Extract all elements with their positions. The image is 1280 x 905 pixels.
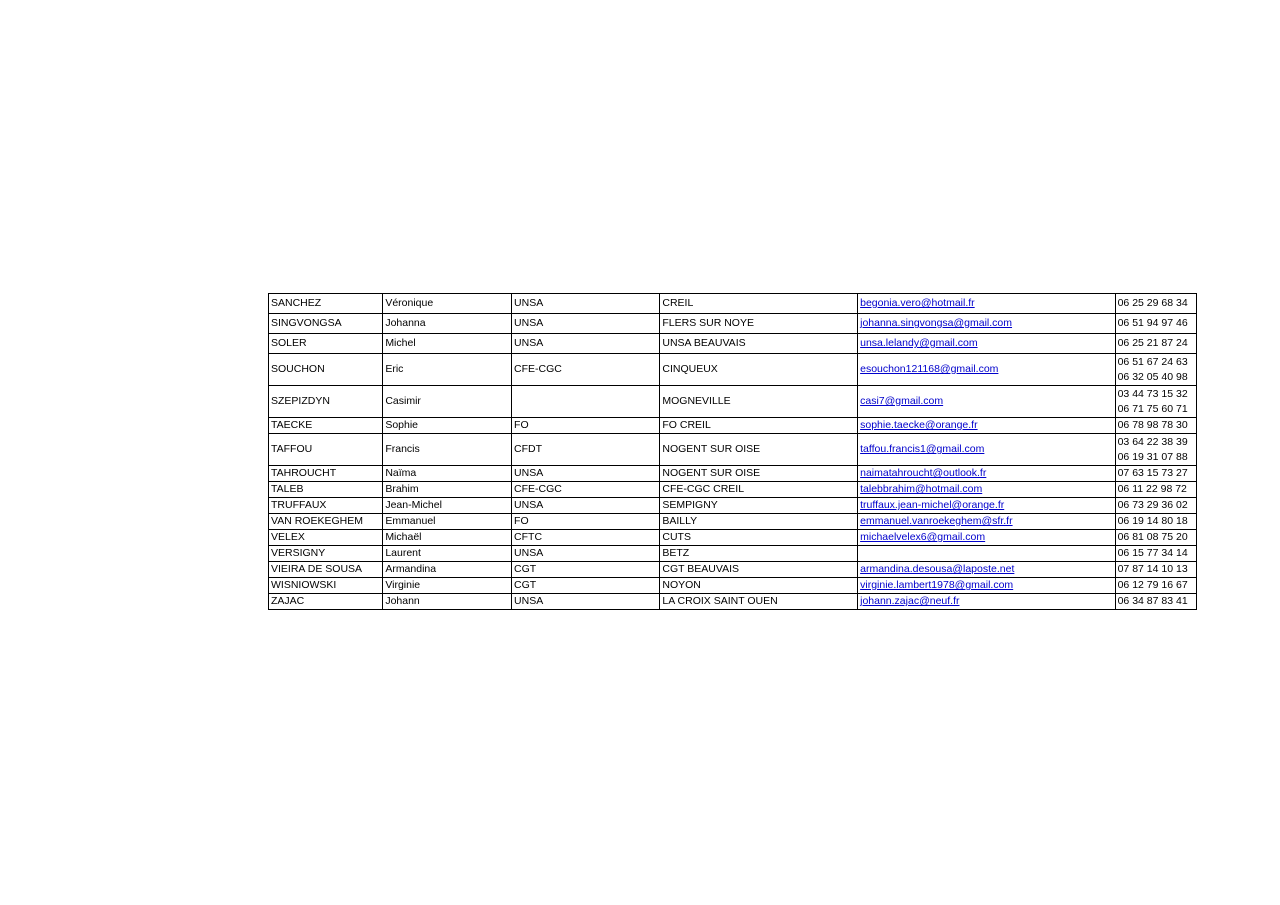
city-cell: CINQUEUX bbox=[660, 354, 858, 386]
phone-number: 06 19 31 07 88 bbox=[1117, 450, 1188, 463]
phone-cell bbox=[1115, 482, 1196, 498]
first-name-cell: Brahim bbox=[383, 482, 512, 498]
phone-cell bbox=[1115, 594, 1196, 610]
phone-cell bbox=[1115, 498, 1196, 514]
phone-number: 06 11 22 98 72 bbox=[1117, 483, 1187, 495]
first-name-cell: Armandina bbox=[383, 562, 512, 578]
first-name-cell: Naïma bbox=[383, 466, 512, 482]
phone-number: 06 15 77 34 14 bbox=[1117, 547, 1188, 559]
phone-number: 06 19 14 80 18 bbox=[1117, 515, 1188, 527]
first-name-cell: Jean-Michel bbox=[383, 498, 512, 514]
union-cell: CFE-CGC bbox=[512, 354, 660, 386]
union-cell: UNSA bbox=[512, 466, 660, 482]
phone-number: 03 44 73 15 32 bbox=[1117, 387, 1188, 400]
union-cell: CFTC bbox=[512, 530, 660, 546]
email-cell bbox=[858, 314, 1115, 334]
city-cell: FO CREIL bbox=[660, 418, 858, 434]
city-cell: UNSA BEAUVAIS bbox=[660, 334, 858, 354]
city-cell: BETZ bbox=[660, 546, 858, 562]
union-cell: UNSA bbox=[512, 594, 660, 610]
phone-number: 06 34 87 83 41 bbox=[1117, 595, 1188, 607]
last-name-cell: VERSIGNY bbox=[269, 546, 383, 562]
table-row bbox=[269, 514, 1197, 530]
table-row bbox=[269, 578, 1197, 594]
email-cell bbox=[858, 294, 1115, 314]
phone-number: 07 63 15 73 27 bbox=[1117, 467, 1188, 479]
phone-number: 06 73 29 36 02 bbox=[1117, 499, 1188, 511]
union-cell: FO bbox=[512, 514, 660, 530]
last-name-cell: TALEB bbox=[269, 482, 383, 498]
table-row bbox=[269, 594, 1197, 610]
union-cell: CGT bbox=[512, 562, 660, 578]
phone-cell bbox=[1115, 294, 1196, 314]
contacts-table-body bbox=[269, 294, 1197, 610]
city-cell: CREIL bbox=[660, 294, 858, 314]
city-cell: LA CROIX SAINT OUEN bbox=[660, 594, 858, 610]
phone-cell bbox=[1115, 418, 1196, 434]
table-row bbox=[269, 334, 1197, 354]
last-name-cell: TRUFFAUX bbox=[269, 498, 383, 514]
union-cell: UNSA bbox=[512, 294, 660, 314]
phone-number: 06 25 29 68 34 bbox=[1117, 297, 1188, 309]
city-cell: BAILLY bbox=[660, 514, 858, 530]
email-link[interactable]: michaelvelex6@gmail.com bbox=[860, 531, 986, 543]
phone-cell bbox=[1115, 466, 1196, 482]
email-cell bbox=[858, 434, 1115, 466]
last-name-cell: SINGVONGSA bbox=[269, 314, 383, 334]
email-link[interactable]: begonia.vero@hotmail.fr bbox=[860, 297, 975, 309]
email-cell bbox=[858, 466, 1115, 482]
email-cell bbox=[858, 334, 1115, 354]
table-row bbox=[269, 418, 1197, 434]
last-name-cell: TAECKE bbox=[269, 418, 383, 434]
email-cell bbox=[858, 514, 1115, 530]
email-cell bbox=[858, 354, 1115, 386]
last-name-cell: SOUCHON bbox=[269, 354, 383, 386]
email-link[interactable]: sophie.taecke@orange.fr bbox=[860, 419, 978, 431]
union-cell: CGT bbox=[512, 578, 660, 594]
phone-cell bbox=[1115, 514, 1196, 530]
email-link[interactable]: emmanuel.vanroekeghem@sfr.fr bbox=[860, 515, 1013, 527]
phone-cell bbox=[1115, 578, 1196, 594]
phone-cell bbox=[1115, 386, 1196, 418]
phone-number: 06 51 67 24 63 bbox=[1117, 355, 1188, 368]
phone-cell bbox=[1115, 530, 1196, 546]
last-name-cell: VAN ROEKEGHEM bbox=[269, 514, 383, 530]
phone-number: 06 32 05 40 98 bbox=[1117, 370, 1188, 383]
email-cell bbox=[858, 386, 1115, 418]
last-name-cell: SOLER bbox=[269, 334, 383, 354]
phone-number: 06 71 75 60 71 bbox=[1117, 402, 1188, 415]
last-name-cell: ZAJAC bbox=[269, 594, 383, 610]
table-row bbox=[269, 314, 1197, 334]
email-cell bbox=[858, 594, 1115, 610]
city-cell: SEMPIGNY bbox=[660, 498, 858, 514]
first-name-cell: Eric bbox=[383, 354, 512, 386]
city-cell: CFE-CGC CREIL bbox=[660, 482, 858, 498]
table-row bbox=[269, 386, 1197, 418]
last-name-cell: VIEIRA DE SOUSA bbox=[269, 562, 383, 578]
union-cell bbox=[512, 386, 660, 418]
phone-cell bbox=[1115, 314, 1196, 334]
first-name-cell: Johanna bbox=[383, 314, 512, 334]
phone-cell bbox=[1115, 546, 1196, 562]
union-cell: UNSA bbox=[512, 334, 660, 354]
email-link[interactable]: unsa.lelandy@gmail.com bbox=[860, 337, 978, 349]
city-cell: NOGENT SUR OISE bbox=[660, 434, 858, 466]
phone-number: 06 25 21 87 24 bbox=[1117, 337, 1188, 349]
email-cell bbox=[858, 482, 1115, 498]
first-name-cell: Laurent bbox=[383, 546, 512, 562]
email-cell bbox=[858, 418, 1115, 434]
first-name-cell: Emmanuel bbox=[383, 514, 512, 530]
table-row bbox=[269, 466, 1197, 482]
table-row bbox=[269, 354, 1197, 386]
table-row bbox=[269, 482, 1197, 498]
email-cell bbox=[858, 498, 1115, 514]
phone-number: 03 64 22 38 39 bbox=[1117, 435, 1188, 448]
first-name-cell: Michaël bbox=[383, 530, 512, 546]
city-cell: MOGNEVILLE bbox=[660, 386, 858, 418]
email-cell bbox=[858, 530, 1115, 546]
phone-cell bbox=[1115, 334, 1196, 354]
city-cell: NOYON bbox=[660, 578, 858, 594]
table-row bbox=[269, 562, 1197, 578]
email-link[interactable]: johanna.singvongsa@gmail.com bbox=[860, 317, 1013, 329]
first-name-cell: Michel bbox=[383, 334, 512, 354]
email-link[interactable]: truffaux.jean-michel@orange.fr bbox=[860, 499, 1005, 511]
email-link[interactable]: johann.zajac@neuf.fr bbox=[860, 595, 960, 607]
city-cell: CGT BEAUVAIS bbox=[660, 562, 858, 578]
table-row bbox=[269, 498, 1197, 514]
union-cell: CFDT bbox=[512, 434, 660, 466]
first-name-cell: Véronique bbox=[383, 294, 512, 314]
first-name-cell: Sophie bbox=[383, 418, 512, 434]
first-name-cell: Virginie bbox=[383, 578, 512, 594]
phone-number: 06 51 94 97 46 bbox=[1117, 317, 1188, 329]
phone-number: 06 78 98 78 30 bbox=[1117, 419, 1188, 431]
phone-number: 06 81 08 75 20 bbox=[1117, 531, 1188, 543]
last-name-cell: WISNIOWSKI bbox=[269, 578, 383, 594]
email-link[interactable]: esouchon121168@gmail.com bbox=[860, 363, 999, 375]
last-name-cell: VELEX bbox=[269, 530, 383, 546]
table-row bbox=[269, 546, 1197, 562]
contacts-table bbox=[268, 293, 1197, 610]
email-link[interactable]: taffou.francis1@gmail.com bbox=[860, 443, 985, 455]
phone-cell bbox=[1115, 434, 1196, 466]
table-row bbox=[269, 530, 1197, 546]
email-link[interactable]: armandina.desousa@laposte.net bbox=[860, 563, 1015, 575]
email-cell bbox=[858, 546, 1115, 562]
city-cell: NOGENT SUR OISE bbox=[660, 466, 858, 482]
city-cell: CUTS bbox=[660, 530, 858, 546]
last-name-cell: SZEPIZDYN bbox=[269, 386, 383, 418]
city-cell: FLERS SUR NOYE bbox=[660, 314, 858, 334]
phone-number: 06 12 79 16 67 bbox=[1117, 579, 1188, 591]
phone-cell bbox=[1115, 354, 1196, 386]
first-name-cell: Francis bbox=[383, 434, 512, 466]
email-link[interactable]: naimatahroucht@outlook.fr bbox=[860, 467, 987, 479]
union-cell: UNSA bbox=[512, 498, 660, 514]
union-cell: UNSA bbox=[512, 314, 660, 334]
table-row bbox=[269, 434, 1197, 466]
email-link[interactable]: virginie.lambert1978@gmail.com bbox=[860, 579, 1014, 591]
union-cell: CFE-CGC bbox=[512, 482, 660, 498]
email-cell bbox=[858, 562, 1115, 578]
phone-number: 07 87 14 10 13 bbox=[1117, 563, 1188, 575]
first-name-cell: Casimir bbox=[383, 386, 512, 418]
email-cell bbox=[858, 578, 1115, 594]
last-name-cell: TAFFOU bbox=[269, 434, 383, 466]
last-name-cell: SANCHEZ bbox=[269, 294, 383, 314]
email-link[interactable]: talebbrahim@hotmail.com bbox=[860, 483, 983, 495]
last-name-cell: TAHROUCHT bbox=[269, 466, 383, 482]
email-link[interactable]: casi7@gmail.com bbox=[860, 395, 944, 407]
table-row bbox=[269, 294, 1197, 314]
union-cell: FO bbox=[512, 418, 660, 434]
first-name-cell: Johann bbox=[383, 594, 512, 610]
phone-cell bbox=[1115, 562, 1196, 578]
union-cell: UNSA bbox=[512, 546, 660, 562]
